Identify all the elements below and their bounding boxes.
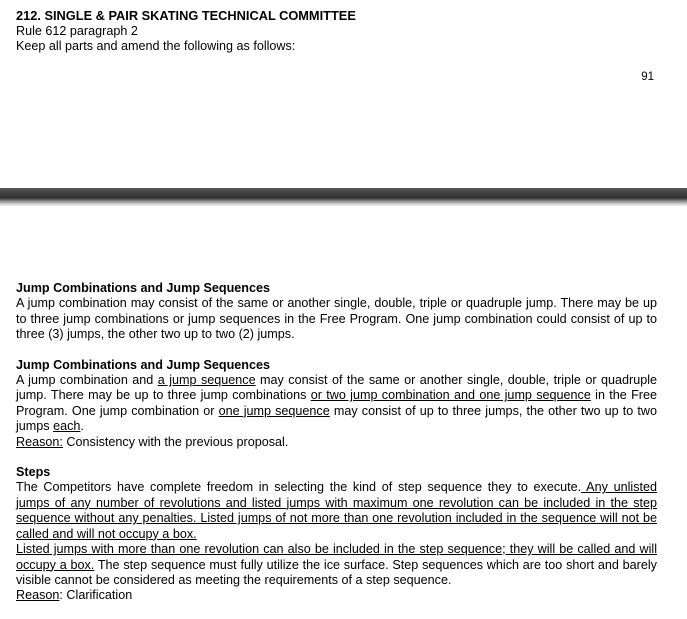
section-body-continued: [16, 542, 657, 588]
reason-label: Reason: [16, 588, 60, 603]
section-original-jump-combinations: [16, 281, 657, 343]
reason-line: [16, 588, 657, 603]
previous-page-fragment: [0, 0, 687, 188]
section-heading: Jump Combinations and Jump Sequences: [16, 357, 271, 372]
reason-label: Reason:: [16, 434, 63, 449]
amendment-instruction: Keep all parts and amend the following as follows:: [16, 39, 296, 53]
page-number: 91: [641, 71, 654, 83]
section-body: [16, 480, 657, 542]
section-amended-jump-combinations: [16, 358, 657, 450]
section-heading: Steps: [16, 465, 51, 480]
text-run: .: [80, 419, 84, 434]
inserted-text: a jump sequence: [157, 373, 256, 388]
inserted-text: each: [53, 419, 81, 434]
text-run: The Competitors have complete freedom in selecting the kind of step sequence they to execute.: [16, 480, 582, 495]
page-break-divider: [0, 188, 687, 206]
section-heading: Jump Combinations and Jump Sequences: [16, 281, 271, 295]
proposal-title: 212. SINGLE & PAIR SKATING TECHNICAL COMMITTEE: [16, 8, 356, 23]
reason-text: Consistency with the previous proposal.: [62, 434, 289, 449]
rule-reference: Rule 612 paragraph 2: [16, 24, 138, 38]
document-content: [16, 281, 657, 619]
reason-text: : Clarification: [59, 588, 133, 603]
section-body: A jump combination may consist of the same or another single, double, triple or quadruple jump. There may be up to three jump combinations or jump sequences in the Free Program. One jump combination could consist of up to three (3) jumps, the other two up to two (2) jumps.: [16, 296, 657, 342]
inserted-text: one jump sequence: [218, 403, 330, 418]
text-run: The step sequence must fully utilize the ice surface. Step sequences which are too short and barely visible cannot be considered as meeting the requirements of a step sequence.: [16, 557, 657, 587]
section-body: [16, 373, 657, 435]
text-run: may consist of up to three jumps, the other two up to two jumps: [16, 403, 657, 434]
text-run: may consist of the same or another single, double, triple or quadruple jump. There may be up to three jump combinations: [16, 373, 657, 403]
text-run: in the Free Program. One jump combination or: [16, 388, 658, 418]
inserted-text: Listed jumps with more than one revolution can also be included in the step sequence; they will be called and will occupy a box.: [16, 542, 657, 572]
inserted-text: or two jump combination and one jump sequence: [310, 388, 591, 403]
text-run: A jump combination and: [16, 373, 158, 388]
section-steps: [16, 465, 657, 604]
inserted-text: Any unlisted jumps of any number of revolutions and listed jumps with maximum one revolution can be included in the step sequence without any penalties. Listed jumps of not more than one revolution included in the sequence will not be called and will not occupy a box.: [16, 480, 657, 541]
reason-line: [16, 435, 657, 450]
